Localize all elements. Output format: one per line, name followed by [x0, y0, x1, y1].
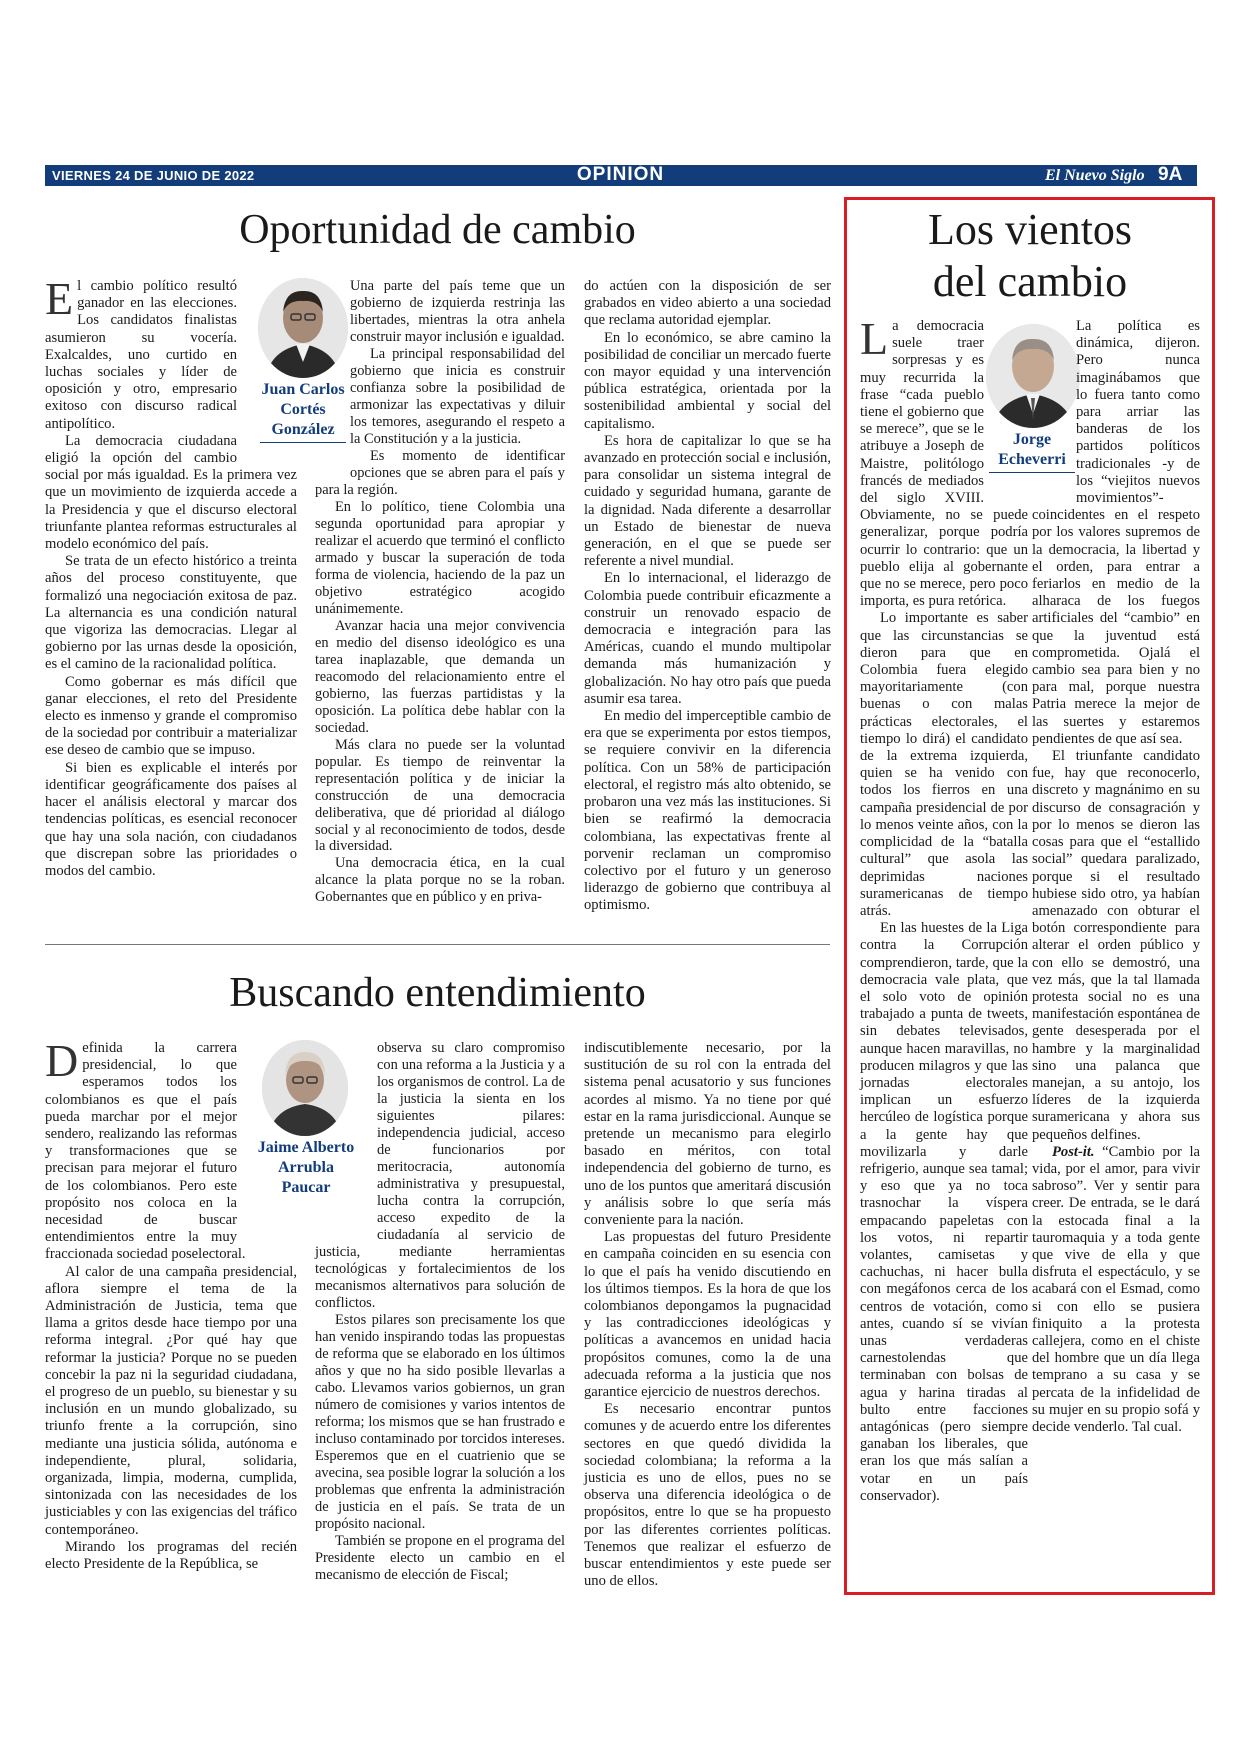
page-number: 9A [1158, 164, 1183, 185]
section-title: OPINIÓN [576, 164, 665, 185]
dropcap: L [860, 313, 889, 364]
article1-col1-text: E l cambio político resultó ganador en las elecciones. Los candidatos finalistas asumieron su vocería. Exalcaldes, uno curtido en luchas sociales y líder de oposición y otro, empresario exitoso con discurso radical antipolítico. La democracia ciudadana eligió la opción del cambio social por más igualdad. Es la primera vez que un movimiento de izquierda accede a la Presidencia y que el discurso electoral triunfante plantea reformas estructurales al modelo económico del país. Se trata de un efecto histórico a treinta años del proceso constituyente, que formalizó una negociación exitosa de paz. La alternancia es una condición natural que vigoriza las democracias. Llegar al gobierno por las urnas desde la oposición, es el camino de la racionalidad política. Como gobernar es más difícil que ganar elecciones, el reto del Presidente electo es inmenso y grande el compromiso de la sociedad por contribuir a materializar ese deseo de cambio que se impuso. Si bien es explicable el interés por identificar geográficamente dos países al hacer el análisis electoral y marcar dos tendencias políticas, es esencial reconocer que hay una sola nación, con ciudadanos que discrepan sobre las prioridades o modos del cambio. [45, 273, 297, 879]
header-date: VIERNES 24 DE JUNIO DE 2022 [52, 168, 255, 183]
article3-column-2: La política es dinámica, dijeron. Pero nunca imaginábamos que lo fuera tanto como para arriar las banderas de los partidos políticos tradicionales -y de los “viejitos nuevos movimientos”- coincidentes en el respeto por los valores supremos de la democracia, la libertad y el orden, para entrar a feriarlos en medio de la alharaca de los fuegos artificiales del “cambio” en que la juventud está comprometida. Ojalá el cambio sea para bien y no para mal, porque nuestra Patria merece la mejor de las suertes y estaremos pendientes de que así sea. El triunfante candidato fue, hay que reconocerlo, discreto y magnánimo en su discurso de consagración y por lo menos se dieron las cosas para que el “estallido social” quedara paralizado, porque si el resultado hubiese sido otro, ya habían amenazado con obturar el botón correspondiente para alterar el orden público y con ello se demostró, una vez más, que la tal llamada protesta social no es una manifestación espontánea de gente desesperada por el hambre y la marginalidad sino una palanca que manejan, a su antojo, los líderes de la izquierda suramericana y ahora sus pequeños delfines. Post-it. “Cambio por la vida, por el amor, para vivir sabroso”. Ver y sentir para creer. De entrada, se le dará la estocada final a la tauromaquia y a toda gente que vive de ella y que disfruta el espectáculo, y se acabará con el Esmad, como si con ello se pusiera finiquito a la protesta callejera, como en el chiste del hombre que un día llega temprano a su casa y se percata de la infidelidad de su mujer en su propio sofá y decide venderlo. Tal cual. [1032, 318, 1200, 1435]
article2-column-1: D efinida la carrera presidencial, lo que esperamos todos los colombianos es que el país pueda marchar por el mejor sendero, realizando las reformas y transformaciones que se precisan para mejorar el futuro de los colombianos. Pero este propósito nos coloca en la necesidad de buscar entendimientos entre la muy fraccionada sociedad poselectoral. Al calor de una campaña presidencial, aflora siempre el tema de la Administración de Justicia, tema que llama a gritos desde hace tiempo por una reforma integral. ¿Por qué hay que reformar la justicia? Porque no se pueden concebir la paz ni la seguridad ciudadana, el progreso de un pueblo, su bienestar y su inclusión en un mundo globalizado, su triunfo frente a la corrupción, sino mediante una justicia sólida, autónoma e independiente, plural, solidaria, organizada, limpia, moderna, cumplida, sintonizada con las necesidades de los justiciables y con las exigencias del tráfico contemporáneo. Mirando los programas del recién electo Presidente de la República, se [45, 1035, 297, 1573]
article2-column-3: indiscutiblemente necesario, por la sustitución de su rol con la entrada del sistema penal acusatorio y sus funciones acordes al mismo. Ya no tiene por qué estar en la rama jurisdiccional. Aunque se pretende un mecanismo para elegirlo basado en méritos, con total independencia del gobierno de turno, es uno de los puntos que ameritará discusión y análisis sobre lo que sería más conveniente para la nación. Las propuestas del futuro Presidente en campaña coinciden en su esencia con lo que el país ha venido discutiendo en los últimos tiempos. Es la hora de que los colombianos depongamos la pugnacidad y las contradicciones ideológicas y políticas a avancemos en unidad hacia propósitos comunes, como la de una adecuada reforma a la justicia que nos garantice ejercicio de nuestros derechos. Es necesario encontrar puntos comunes y de acuerdo entre los diferentes sectores en que quedó dividida la sociedad colombiana; la reforma a la justicia es uno de ellos, pues no se observa una diferencia ideológica o de propósitos, entre lo que se ha propuesto por las diferentes corrientes políticas. Tenemos que realizar el esfuerzo de buscar entendimientos y este puede ser uno de ellos. [584, 1040, 831, 1590]
postit-label: Post-it. [1052, 1143, 1095, 1160]
article3-title: Los vientos del cambio [927, 205, 1133, 306]
article2-column-2: observa su claro compromiso con una reforma a la Justicia y a los organismos de control. La de la justicia la sienta en los siguientes pilares: independencia judicial, acceso de funcionarios por meritocracia, autonomía administrativa y presupuestal, lucha contra la corrupción, acceso expedito de la ciudadanía al servicio de justicia, mediante herramientas tecnológicas y fortalecimientos de los mecanismos alternativos para solución de conflictos. Estos pilares son precisamente los que han venido inspirando todas las propuestas de reforma que se elaborado en los últimos años y que no ha sido posible llevarlas a cabo. Llevamos varios gobiernos, un gran número de comisiones y varios intentos de reforma; los mismos que se han frustrado e incluso contaminado por torcidos intereses. Esperemos que en el cuatrienio que se avecina, sea posible lograr la solución a los problemas que enfrenta la administración de justicia en el país. Se trata de un propósito nacional. También se propone en el programa del Presidente electo un cambio en el mecanismo de elección de Fiscal; [315, 1040, 565, 1583]
article1-title: Oportunidad de cambio [239, 207, 636, 253]
author3-name: Jorge Echeverri [980, 430, 1084, 473]
postit-paragraph: Post-it. “Cambio por la vida, por el amor, para vivir sabroso”. Ver y sentir para creer. De entrada, se le dará la estocada final a la tauromaquia y a toda gente que vive de ella y que disfruta el espectáculo, y se acabará con el Esmad, como si con ello se pusiera finiquito a la protesta callejera, como en el chiste del hombre que un día llega temprano a su casa y se percata de la infidelidad de su mujer en su propio sofá y decide venderlo. Tal cual. [1032, 1143, 1200, 1435]
author1-name: Juan Carlos Cortés González [251, 380, 355, 443]
article-divider [45, 944, 830, 945]
article2-title: Buscando entendimiento [229, 970, 646, 1016]
author2-name: Jaime Alberto Arrubla Paucar [257, 1139, 355, 1196]
article3-column-1: L a democracia suele traer sorpresas y es muy recurrida la frase “cada pueblo tiene el gobierno que se merece”, que se le atribuye a Joseph de Maistre, politólogo francés de mediados del siglo XVIII. Obviamente, no se puede generalizar, porque podría ocurrir lo contrario: que un pueblo elija al gobernante que no se merece, pero poco importa, es pura retórica. Lo importante es saber que las circunstancias se dieron para que en Colombia fuera elegido mayoritariamente (con buenas o con malas prácticas electorales, el tiempo lo dirá) el candidato de la extrema izquierda, quien se ha venido con todos los fierros en una campaña presidencial de por lo menos veinte años, con la complicidad de la “batalla cultural” que asola las deprimidas naciones suramericanas de tiempo atrás. En las huestes de la Liga contra la Corrupción comprendieron, tarde, que la democracia vale plata, que el solo voto de opinión trabajado a punta de tweets, sin debates televisados, aunque hacen maravillas, no producen milagros y que las jornadas electorales implican un esfuerzo hercúleo de logística porque a la gente hay que movilizarla y darle refrigerio, aunque sea tamal; y eso que ya no toca trasnochar la víspera empacando papeletas con los votos, ni repartir volantes, camisetas y cachuchas, ni hacer bulla con megáfonos cerca de los centros de votación, como antes, cuando sí se vivían unas verdaderas carnestolendas que terminaban con bolsas de agua y harina tiradas al bulto entre facciones antagónicas (pero siempre ganaban los liberales, que eran los que más salían a votar en un país conservador). [860, 313, 1028, 1504]
article1-column-2: Una parte del país teme que un gobierno de izquierda restrinja las libertades, mientras la otra anhela construir mayor inclusión e igualdad. La principal responsabilidad del gobierno que inicia es construir confianza sobre la posibilidad de armonizar las expectativas y diluir los temores, asegurando el respeto a la Constitución y a la justicia. Es momento de identificar opciones que se abren para el país y para la región. En lo político, tiene Colombia una segunda oportunidad para apropiar y realizar el acuerdo que terminó el conflicto armado y buscar la superación de toda forma de violencia, haciendo de la paz un objetivo estratégico acogido unánimemente. Avanzar hacia una mejor convivencia en medio del disenso ideológico es una tarea inaplazable, que demanda un reacomodo del relacionamiento entre el gobierno, las fuerzas partidistas y la oposición. La política debe hablar con la sociedad. Más clara no puede ser la voluntad popular. Es tiempo de reinventar la representación política y de iniciar la construcción de una democracia deliberativa, que dé prioridad al diálogo social y al reconocimiento de todos, desde la diversidad. Una democracia ética, en la cual alcance la plata porque no se la roban. Gobernantes que en público y en priva- [315, 278, 565, 906]
article1-column-1 [45, 273, 297, 880]
brand-logo: El Nuevo Siglo [1045, 167, 1145, 184]
dropcap: E [45, 273, 74, 324]
article1-column-3: do actúen con la disposición de ser grabados en video abierto a una sociedad que reclama autoridad ejemplar. En lo económico, se abre camino la posibilidad de conciliar un mercado fuerte con mayor equidad y una intervención pública estratégica, orientada por la sostenibilidad ambiental y social del capitalismo. Es hora de capitalizar lo que se ha avanzado en protección social e inclusión, para consolidar un sistema integral de cuidado y seguridad humana, garante de la dignidad. Nada diferente a desarrollar un Estado de bienestar de nueva generación, en el que se puede ser referente a nivel mundial. En lo internacional, el liderazgo de Colombia puede contribuir eficazmente a construir un renovado espacio de democracia e integración para las Américas, cuando el mundo multipolar demanda más humanización y globalización. No hay otro país que pueda asumir esa tarea. En medio del imperceptible cambio de era que se experimenta por estos tiempos, se requiere convivir en la diferencia política. Con un 58% de participación electoral, el registro más alto obtenido, se probaron una vez más las instituciones. Si bien se reafirmó la democracia colombiana, las expectativas frente al porvenir reclaman un compromiso colectivo por el futuro y un generoso liderazgo de gobierno que contribuya al optimismo. [584, 278, 831, 914]
dropcap: D [45, 1035, 79, 1086]
